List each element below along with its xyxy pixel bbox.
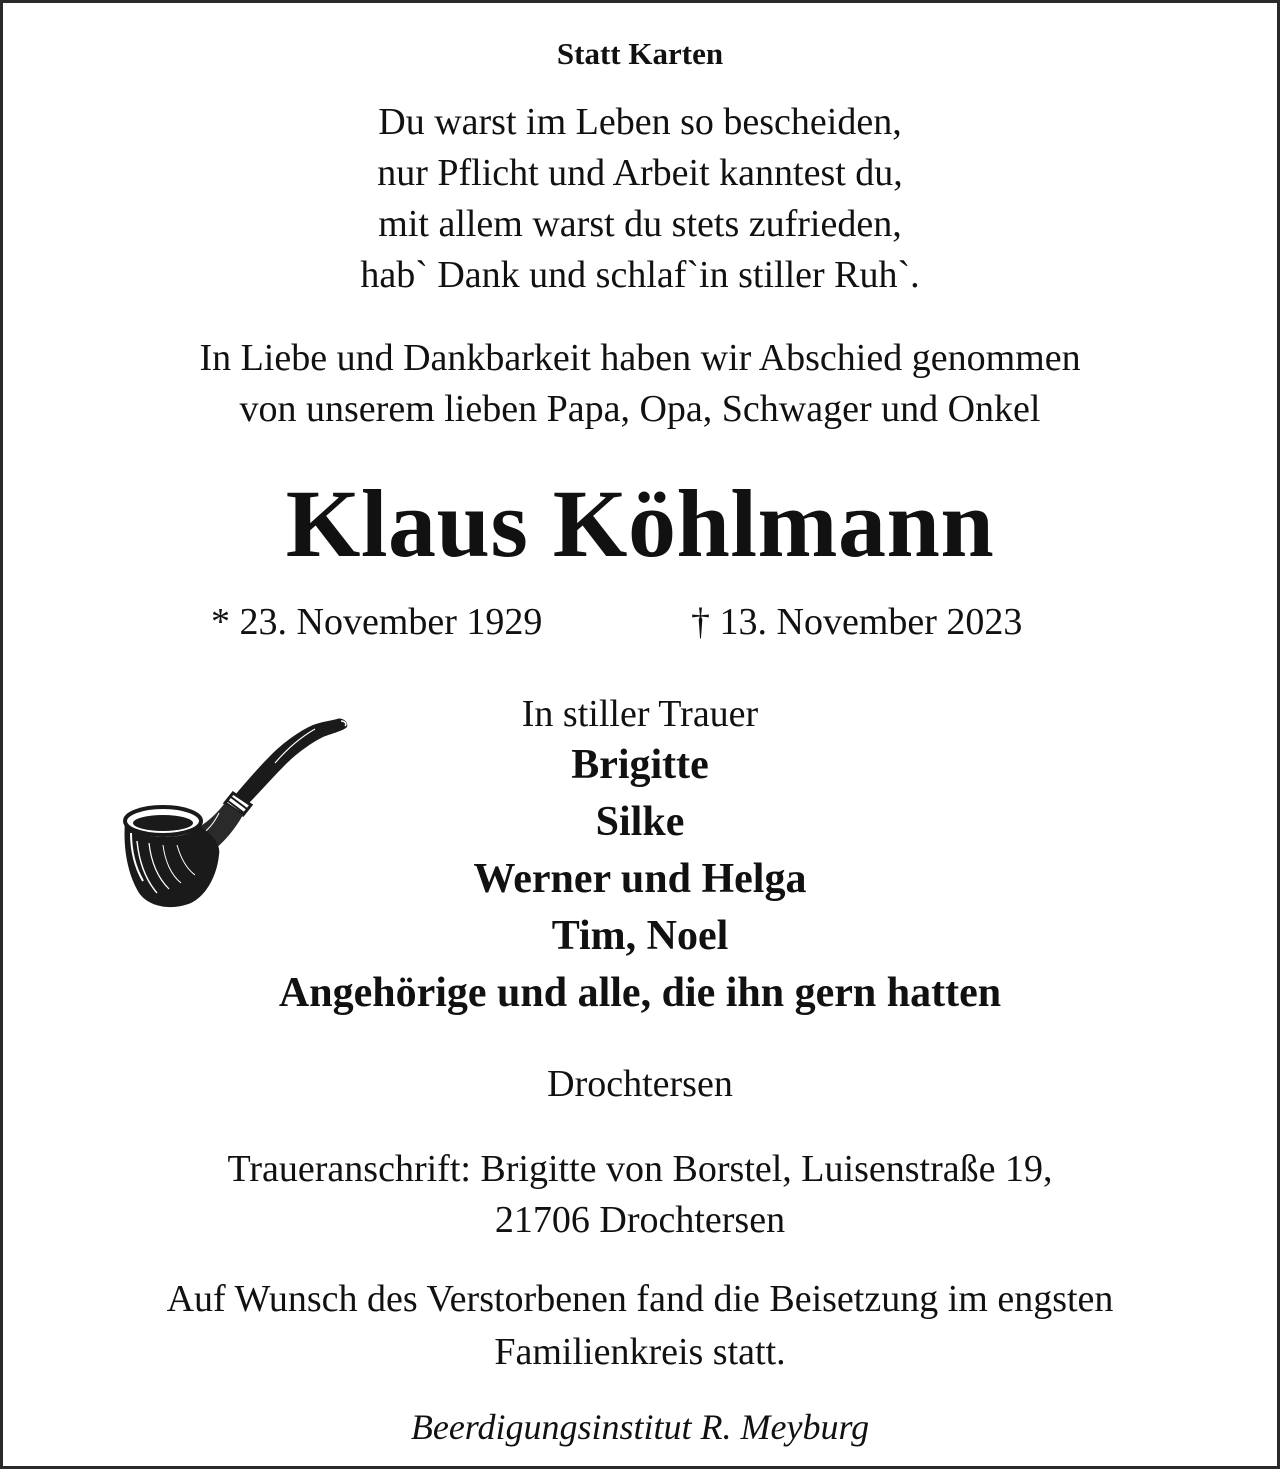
birth-date: * 23. November 1929 [211,601,543,643]
mourner-name: Angehörige und alle, die ihn gern hatten [278,970,1002,1016]
memorial-verse [3,97,1277,301]
mourner-name: Tim, Noel [551,913,729,959]
verse-line: Du warst im Leben so bescheiden, [378,101,902,143]
burial-notice [3,1273,1277,1379]
farewell-line: In Liebe und Dankbarkeit haben wir Abschied genommen [199,337,1081,379]
mourning-address [3,1144,1277,1246]
address-line: 21706 Drochtersen [494,1199,786,1241]
notice-line: Auf Wunsch des Verstorbenen fand die Beisetzung im engsten [166,1278,1114,1320]
mourner-name: Brigitte [571,742,709,788]
funeral-home-signature: Beerdigungsinstitut R. Meyburg [410,1407,870,1447]
death-date: † 13. November 2023 [691,601,1023,643]
place: Drochtersen [547,1063,733,1105]
mourner-name: Werner und Helga [473,856,807,902]
verse-line: nur Pflicht und Arbeit kanntest du, [377,152,903,194]
verse-line: hab` Dank und schlaf`in stiller Ruh`. [360,254,920,296]
notice-line: Familienkreis statt. [494,1331,786,1373]
deceased-name: Klaus Köhlmann [285,470,995,577]
farewell-text [3,333,1277,435]
mourning-intro: In stiller Trauer [521,693,759,735]
verse-line: mit allem warst du stets zufrieden, [378,203,902,245]
farewell-line: von unserem lieben Papa, Opa, Schwager und Onkel [239,388,1041,430]
mourners-list [3,737,1277,1022]
mourner-name: Silke [595,799,685,845]
header-statt-karten: Statt Karten [556,36,724,71]
address-line: Traueranschrift: Brigitte von Borstel, Luisenstraße 19, [227,1148,1053,1190]
